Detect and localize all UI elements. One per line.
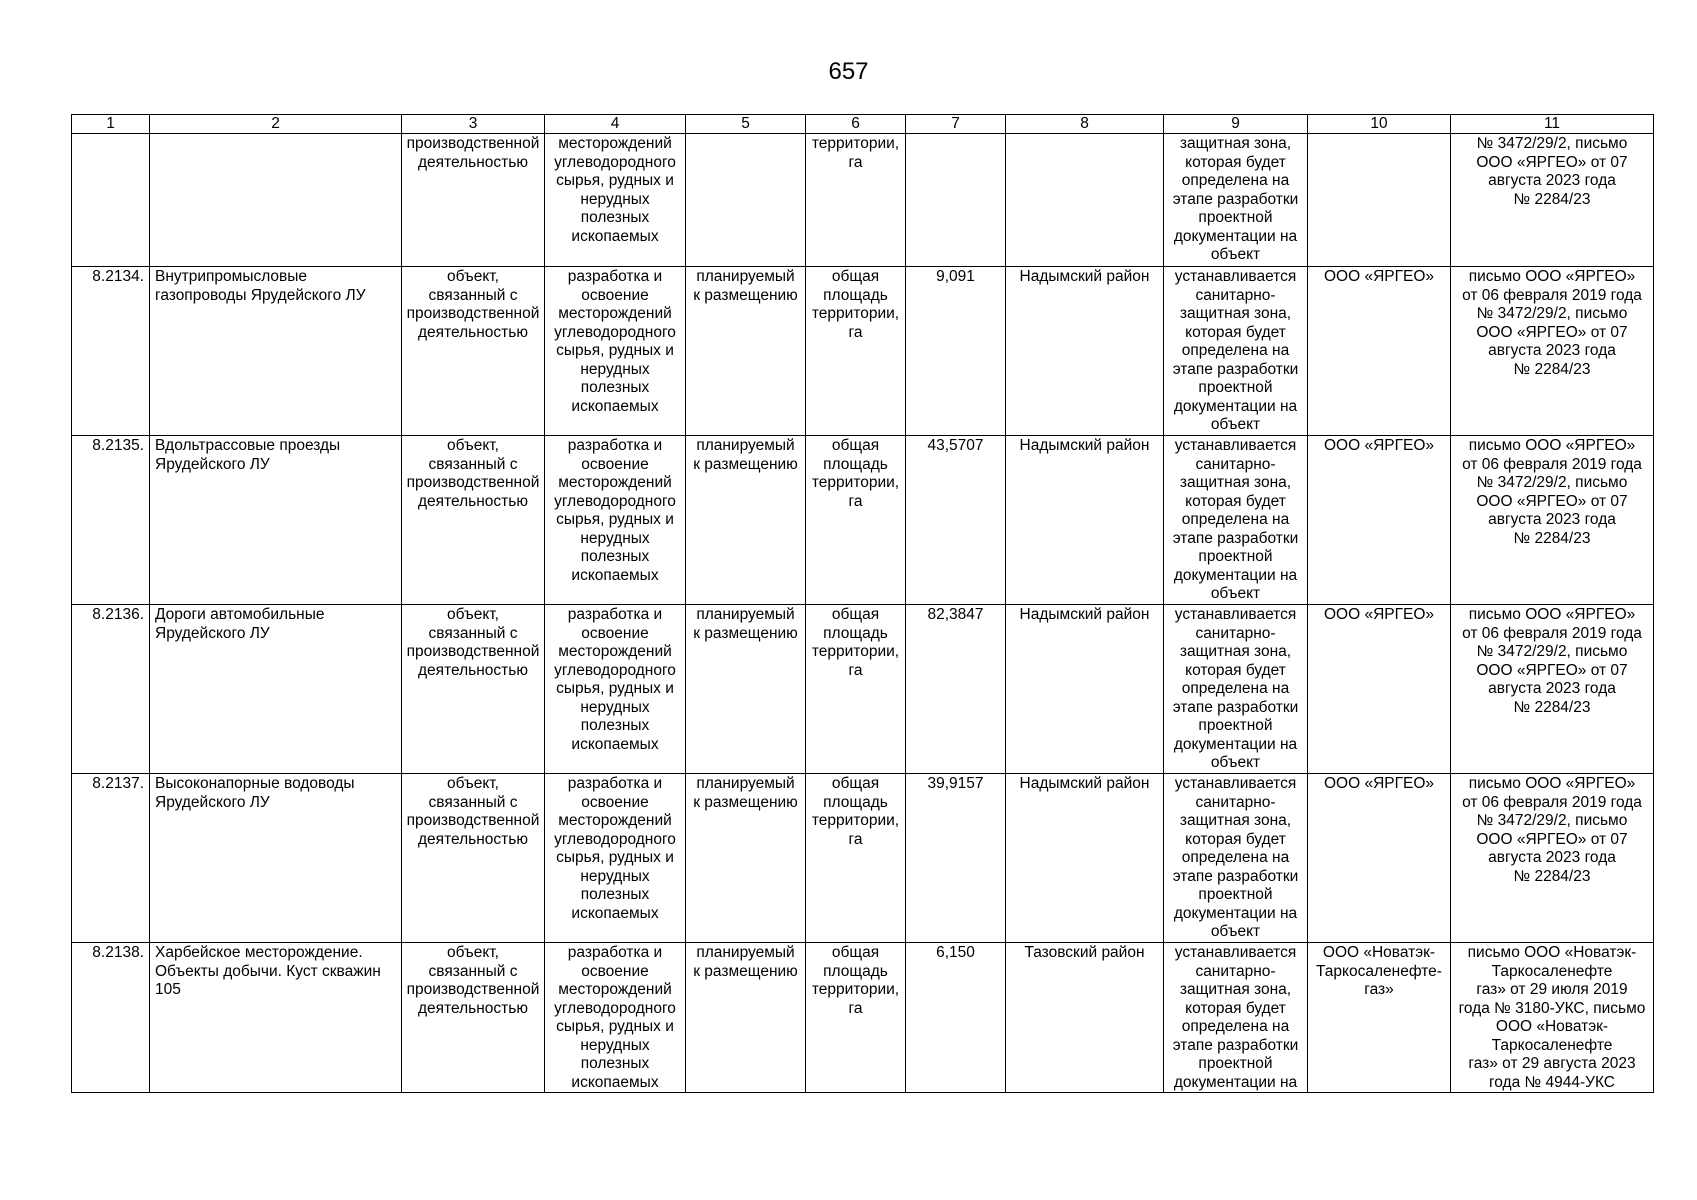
cell-status: планируемый к размещению bbox=[686, 267, 806, 436]
table-row-continued bbox=[72, 134, 1654, 267]
column-number-row bbox=[72, 115, 1654, 134]
column-header: 4 bbox=[545, 115, 686, 134]
cell-district bbox=[1006, 134, 1164, 267]
column-header: 2 bbox=[150, 115, 402, 134]
cell-type: объект, связанный с производственной деятельностью bbox=[402, 605, 545, 774]
column-header: 3 bbox=[402, 115, 545, 134]
cell-status: планируемый к размещению bbox=[686, 436, 806, 605]
cell-value: 43,5707 bbox=[906, 436, 1006, 605]
objects-table bbox=[71, 114, 1654, 1093]
cell-name: Внутрипромысловые газопроводы Ярудейского ЛУ bbox=[150, 267, 402, 436]
cell-name bbox=[150, 134, 402, 267]
column-header: 6 bbox=[806, 115, 906, 134]
column-header: 9 bbox=[1164, 115, 1308, 134]
cell-zone: защитная зона, которая будет определена на этапе разработки проектной документации на объект bbox=[1164, 134, 1308, 267]
cell-organization: ООО «ЯРГЕО» bbox=[1308, 436, 1451, 605]
cell-district: Надымский район bbox=[1006, 267, 1164, 436]
cell-value bbox=[906, 134, 1006, 267]
cell-characteristic: общая площадь территории, га bbox=[806, 605, 906, 774]
cell-value: 82,3847 bbox=[906, 605, 1006, 774]
cell-purpose: разработка и освоение месторождений углеводородного сырья, рудных и нерудных полезных ископаемых bbox=[545, 774, 686, 943]
cell-purpose: разработка и освоение месторождений углеводородного сырья, рудных и нерудных полезных ископаемых bbox=[545, 267, 686, 436]
column-header: 11 bbox=[1451, 115, 1654, 134]
cell-name: Дороги автомобильные Ярудейского ЛУ bbox=[150, 605, 402, 774]
cell-organization bbox=[1308, 134, 1451, 267]
table-row bbox=[72, 267, 1654, 436]
cell-type: объект, связанный с производственной деятельностью bbox=[402, 267, 545, 436]
cell-zone: устанавливается санитарно- защитная зона, которая будет определена на этапе разработки проектной документации на bbox=[1164, 943, 1308, 1093]
cell-organization: ООО «ЯРГЕО» bbox=[1308, 267, 1451, 436]
cell-source: письмо ООО «ЯРГЕО» от 06 февраля 2019 года № 3472/29/2, письмо ООО «ЯРГЕО» от 07 августа 2023 года № 2284/23 bbox=[1451, 436, 1654, 605]
cell-purpose: разработка и освоение месторождений углеводородного сырья, рудных и нерудных полезных ископаемых bbox=[545, 436, 686, 605]
cell-source: письмо ООО «ЯРГЕО» от 06 февраля 2019 года № 3472/29/2, письмо ООО «ЯРГЕО» от 07 августа 2023 года № 2284/23 bbox=[1451, 605, 1654, 774]
column-header: 1 bbox=[72, 115, 150, 134]
cell-characteristic: общая площадь территории, га bbox=[806, 267, 906, 436]
cell-organization: ООО «ЯРГЕО» bbox=[1308, 605, 1451, 774]
cell-district: Надымский район bbox=[1006, 774, 1164, 943]
cell-district: Надымский район bbox=[1006, 605, 1164, 774]
cell-source: № 3472/29/2, письмо ООО «ЯРГЕО» от 07 августа 2023 года № 2284/23 bbox=[1451, 134, 1654, 267]
cell-number: 8.2135. bbox=[72, 436, 150, 605]
table-row bbox=[72, 605, 1654, 774]
cell-zone: устанавливается санитарно- защитная зона, которая будет определена на этапе разработки проектной документации на объект bbox=[1164, 605, 1308, 774]
cell-characteristic: территории, га bbox=[806, 134, 906, 267]
table-row bbox=[72, 774, 1654, 943]
cell-zone: устанавливается санитарно- защитная зона, которая будет определена на этапе разработки проектной документации на объект bbox=[1164, 267, 1308, 436]
cell-status: планируемый к размещению bbox=[686, 943, 806, 1093]
cell-type: объект, связанный с производственной деятельностью bbox=[402, 436, 545, 605]
cell-characteristic: общая площадь территории, га bbox=[806, 943, 906, 1093]
cell-organization: ООО «ЯРГЕО» bbox=[1308, 774, 1451, 943]
cell-district: Надымский район bbox=[1006, 436, 1164, 605]
cell-characteristic: общая площадь территории, га bbox=[806, 774, 906, 943]
cell-characteristic: общая площадь территории, га bbox=[806, 436, 906, 605]
cell-number bbox=[72, 134, 150, 267]
cell-district: Тазовский район bbox=[1006, 943, 1164, 1093]
cell-purpose: разработка и освоение месторождений углеводородного сырья, рудных и нерудных полезных ископаемых bbox=[545, 943, 686, 1093]
column-header: 7 bbox=[906, 115, 1006, 134]
cell-number: 8.2136. bbox=[72, 605, 150, 774]
cell-type: объект, связанный с производственной деятельностью bbox=[402, 943, 545, 1093]
cell-zone: устанавливается санитарно- защитная зона, которая будет определена на этапе разработки проектной документации на объект bbox=[1164, 774, 1308, 943]
cell-number: 8.2134. bbox=[72, 267, 150, 436]
cell-organization: ООО «Новатэк- Таркосаленефте- газ» bbox=[1308, 943, 1451, 1093]
cell-source: письмо ООО «ЯРГЕО» от 06 февраля 2019 года № 3472/29/2, письмо ООО «ЯРГЕО» от 07 августа 2023 года № 2284/23 bbox=[1451, 267, 1654, 436]
cell-number: 8.2138. bbox=[72, 943, 150, 1093]
column-header: 5 bbox=[686, 115, 806, 134]
cell-number: 8.2137. bbox=[72, 774, 150, 943]
page-number: 657 bbox=[828, 58, 869, 85]
column-header: 10 bbox=[1308, 115, 1451, 134]
cell-source: письмо ООО «Новатэк- Таркосаленефте газ» от 29 июля 2019 года № 3180-УКС, письмо ООО «Новатэк- Таркосаленефте газ» от 29 августа 2023 года № 4944-УКС bbox=[1451, 943, 1654, 1093]
column-header: 8 bbox=[1006, 115, 1164, 134]
cell-status: планируемый к размещению bbox=[686, 774, 806, 943]
cell-source: письмо ООО «ЯРГЕО» от 06 февраля 2019 года № 3472/29/2, письмо ООО «ЯРГЕО» от 07 августа 2023 года № 2284/23 bbox=[1451, 774, 1654, 943]
cell-name: Вдольтрассовые проезды Ярудейского ЛУ bbox=[150, 436, 402, 605]
table-row bbox=[72, 943, 1654, 1093]
table-row bbox=[72, 436, 1654, 605]
cell-status: планируемый к размещению bbox=[686, 605, 806, 774]
cell-value: 9,091 bbox=[906, 267, 1006, 436]
cell-zone: устанавливается санитарно- защитная зона, которая будет определена на этапе разработки проектной документации на объект bbox=[1164, 436, 1308, 605]
cell-value: 6,150 bbox=[906, 943, 1006, 1093]
cell-type: объект, связанный с производственной деятельностью bbox=[402, 774, 545, 943]
cell-name: Высоконапорные водоводы Ярудейского ЛУ bbox=[150, 774, 402, 943]
cell-value: 39,9157 bbox=[906, 774, 1006, 943]
cell-purpose: разработка и освоение месторождений углеводородного сырья, рудных и нерудных полезных ископаемых bbox=[545, 605, 686, 774]
cell-name: Харбейское месторождение. Объекты добычи. Куст скважин 105 bbox=[150, 943, 402, 1093]
cell-type: производственной деятельностью bbox=[402, 134, 545, 267]
cell-purpose: месторождений углеводородного сырья, рудных и нерудных полезных ископаемых bbox=[545, 134, 686, 267]
cell-status bbox=[686, 134, 806, 267]
